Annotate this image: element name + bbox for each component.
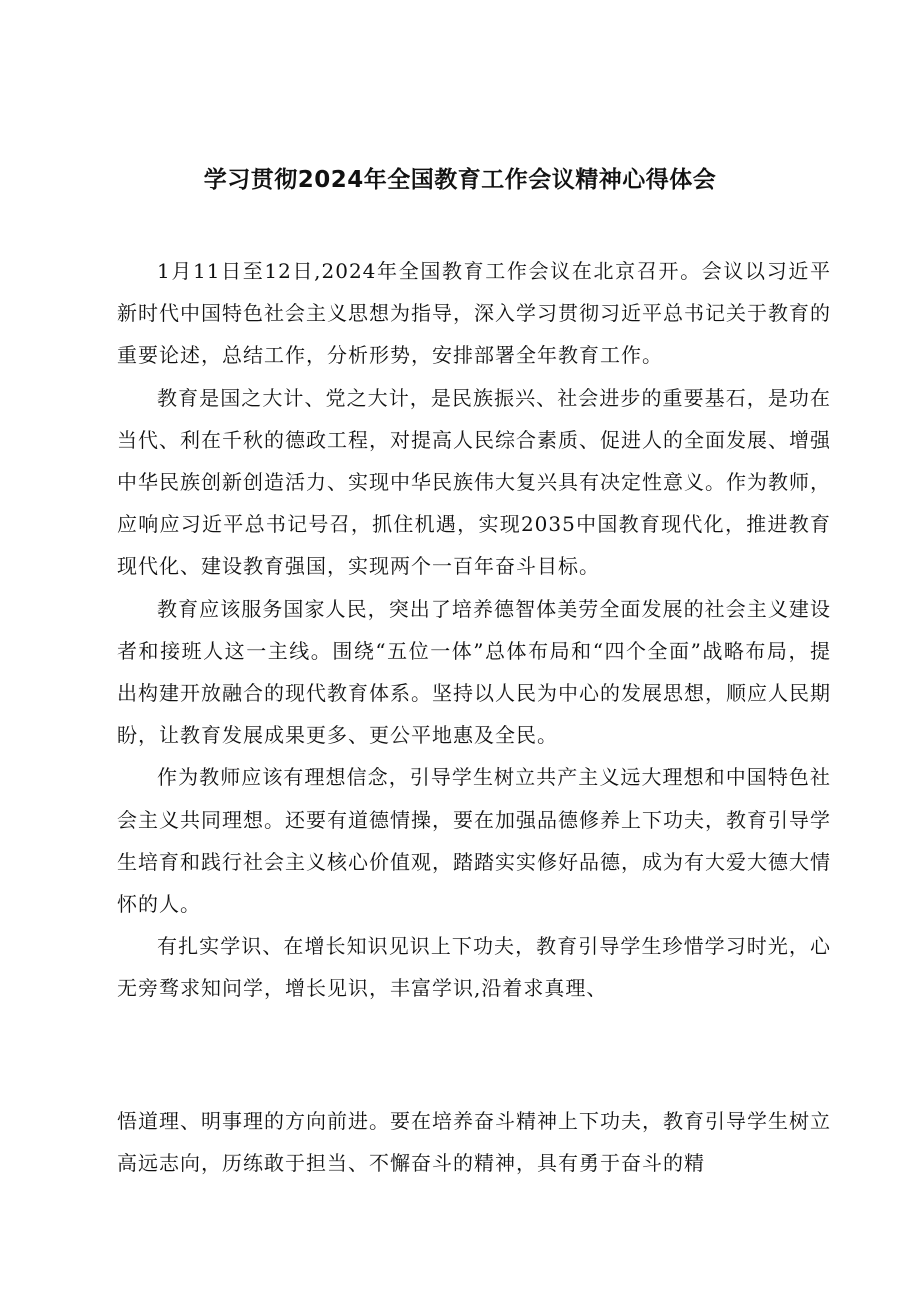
paragraph-continued: 悟道理、明事理的方向前进。要在培养奋斗精神上下功夫，教育引导学生树立高远志向，历练敢于担当、不懈奋斗的精神，具有勇于奋斗的精: [117, 1109, 831, 1176]
document-body: [117, 250, 831, 1010]
document-title: 学习贯彻2024年全国教育工作会议精神心得体会: [203, 167, 717, 193]
paragraph-4: 作为教师应该有理想信念，引导学生树立共产主义远大理想和中国特色社会主义共同理想。还要有道德情操，要在加强品德修养上下功夫，教育引导学生培育和践行社会主义核心价值观，踏踏实实修好品德，成为有大爱大德大情怀的人。: [117, 765, 831, 917]
paragraph-5: 有扎实学识、在增长知识见识上下功夫，教育引导学生珍惜学习时光，心无旁骛求知问学，增长见识，丰富学识,沿着求真理、: [117, 934, 831, 1001]
document-body-continued: [117, 1100, 831, 1184]
paragraph-3: 教育应该服务国家人民，突出了培养德智体美劳全面发展的社会主义建设者和接班人这一主线。围绕“五位一体”总体布局和“四个全面”战略布局，提出构建开放融合的现代教育体系。坚持以人民为中心的发展思想，顺应人民期盼，让教育发展成果更多、更公平地惠及全民。: [117, 596, 831, 748]
paragraph-1: 1月11日至12日,2024年全国教育工作会议在北京召开。会议以习近平新时代中国特色社会主义思想为指导，深入学习贯彻习近平总书记关于教育的重要论述，总结工作，分析形势，安排部署全年教育工作。: [117, 259, 831, 368]
paragraph-2: 教育是国之大计、党之大计，是民族振兴、社会进步的重要基石，是功在当代、利在千秋的德政工程，对提高人民综合素质、促进人的全面发展、增强中华民族创新创造活力、实现中华民族伟大复兴具有决定性意义。作为教师，应响应习近平总书记号召，抓住机遇，实现2035中国教育现代化，推进教育现代化、建设教育强国，实现两个一百年奋斗目标。: [117, 385, 831, 579]
